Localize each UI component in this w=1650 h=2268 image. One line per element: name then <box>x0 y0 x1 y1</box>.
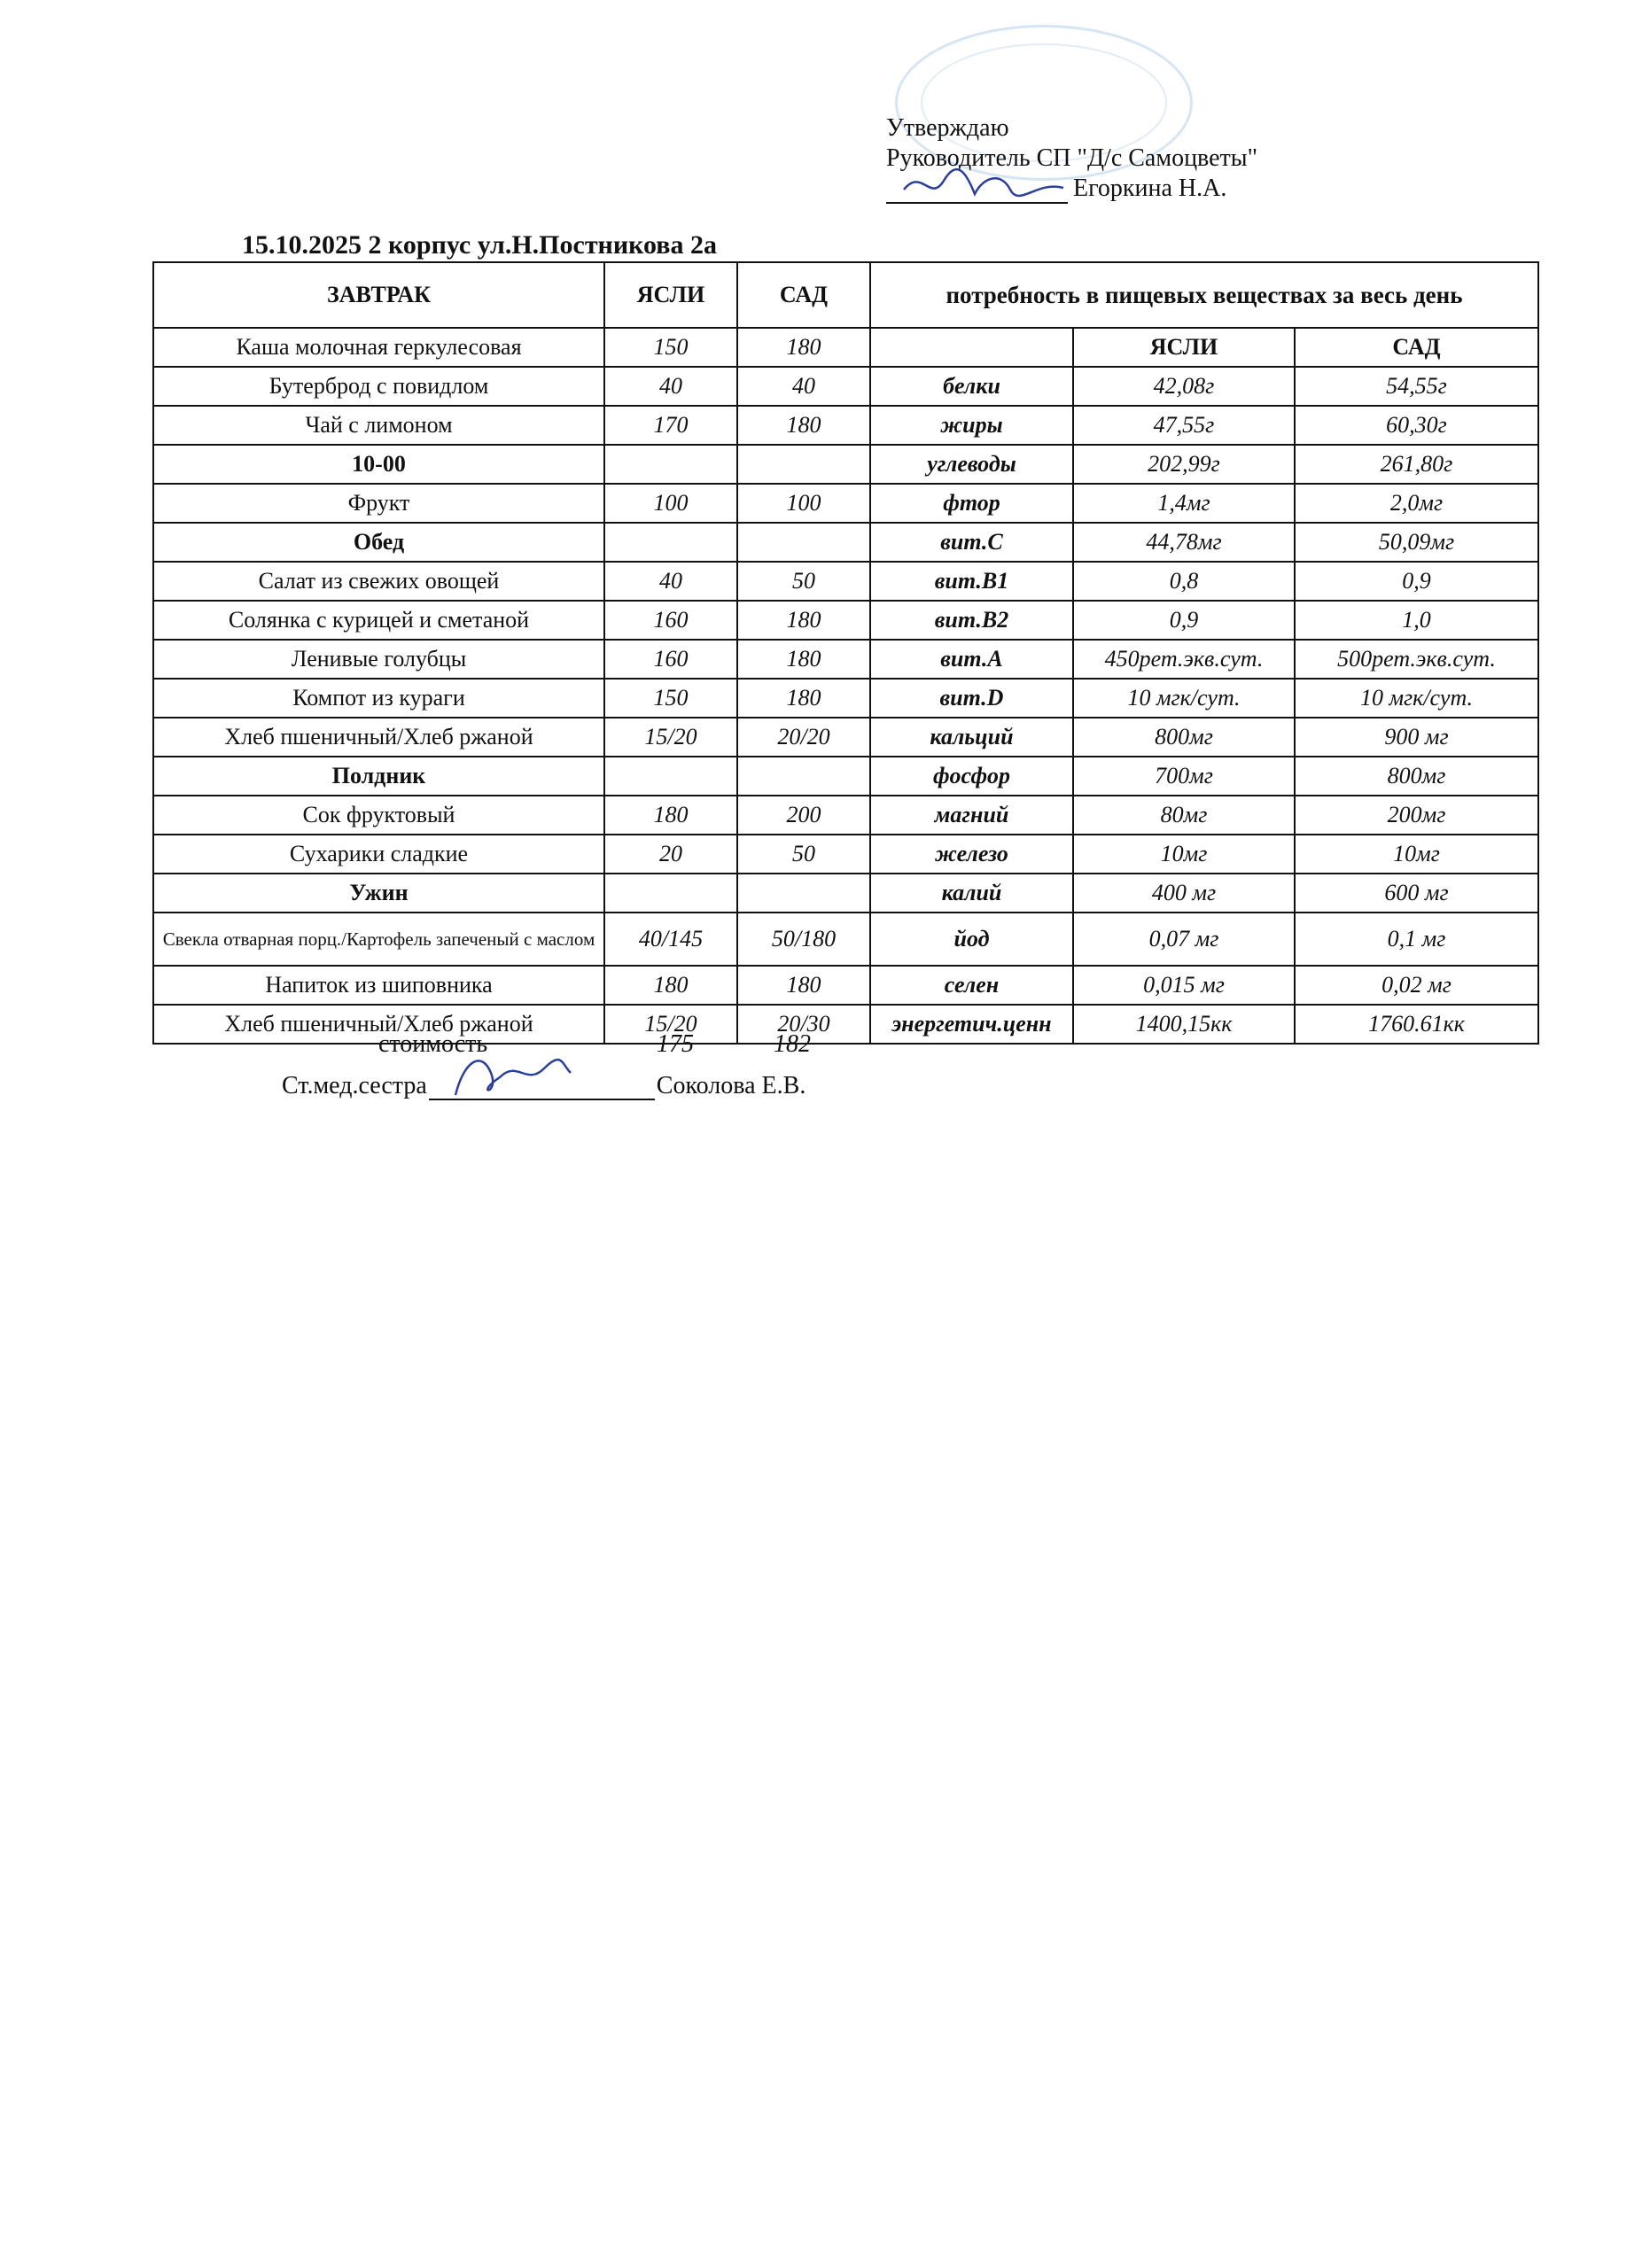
table-row <box>153 367 1538 406</box>
dish-name: Сок фруктовый <box>153 796 604 835</box>
nursery-portion: 150 <box>604 328 737 367</box>
dish-name: Свекла отварная порц./Картофель запеченый с маслом <box>153 913 604 966</box>
nurse-title: Ст.мед.сестра <box>282 1072 427 1099</box>
table-row <box>153 796 1538 835</box>
nurse-block <box>282 1072 806 1100</box>
header-nursery: ЯСЛИ <box>604 262 737 328</box>
meal-section-label: Полдник <box>153 757 604 796</box>
nursery-portion: 40 <box>604 367 737 406</box>
nutrient-name: селен <box>870 966 1073 1005</box>
nutrient-name: вит.В2 <box>870 601 1073 640</box>
garden-portion <box>737 445 870 484</box>
garden-portion: 40 <box>737 367 870 406</box>
garden-portion: 180 <box>737 328 870 367</box>
nutrient-garden-value: 800мг <box>1295 757 1538 796</box>
nutrient-garden-value: 600 мг <box>1295 874 1538 913</box>
table-row <box>153 679 1538 718</box>
garden-portion <box>737 874 870 913</box>
dish-name: Компот из кураги <box>153 679 604 718</box>
dish-name: Бутерброд с повидлом <box>153 367 604 406</box>
nursery-portion: 15/20 <box>604 1005 737 1044</box>
dish-name: Салат из свежих овощей <box>153 562 604 601</box>
nutrient-name: фосфор <box>870 757 1073 796</box>
table-row <box>153 562 1538 601</box>
nutrient-name: углеводы <box>870 445 1073 484</box>
nutrient-garden-value: 1760.61кк <box>1295 1005 1538 1044</box>
nutrient-name: фтор <box>870 484 1073 523</box>
garden-portion: 20/30 <box>737 1005 870 1044</box>
garden-portion: 180 <box>737 679 870 718</box>
director-signature-line <box>886 175 1068 204</box>
garden-portion: 50 <box>737 835 870 874</box>
nutrient-name: калий <box>870 874 1073 913</box>
page-title: 15.10.2025 2 корпус ул.Н.Постникова 2а <box>242 230 717 260</box>
garden-portion: 180 <box>737 406 870 445</box>
table-row <box>153 445 1538 484</box>
nutrient-garden-value: 2,0мг <box>1295 484 1538 523</box>
nursery-portion <box>604 757 737 796</box>
table-row <box>153 328 1538 367</box>
garden-portion: 200 <box>737 796 870 835</box>
nurse-signature <box>438 1042 580 1104</box>
nutrient-name: кальций <box>870 718 1073 757</box>
nutrient-nursery-value: ЯСЛИ <box>1073 328 1295 367</box>
dish-name: Хлеб пшеничный/Хлеб ржаной <box>153 1005 604 1044</box>
nutrient-nursery-value: 400 мг <box>1073 874 1295 913</box>
table-row <box>153 523 1538 562</box>
nutrient-garden-value: САД <box>1295 328 1538 367</box>
nursery-portion: 40/145 <box>604 913 737 966</box>
nutrient-garden-value: 54,55г <box>1295 367 1538 406</box>
nursery-portion: 150 <box>604 679 737 718</box>
garden-portion: 50/180 <box>737 913 870 966</box>
nutrient-nursery-value: 10 мгк/сут. <box>1073 679 1295 718</box>
dish-name: Напиток из шиповника <box>153 966 604 1005</box>
garden-portion: 180 <box>737 640 870 679</box>
cost-nursery: 175 <box>657 1030 694 1058</box>
table-row <box>153 874 1538 913</box>
nutrient-nursery-value: 202,99г <box>1073 445 1295 484</box>
nursery-portion <box>604 874 737 913</box>
approval-title: Утверждаю <box>886 114 1009 142</box>
dish-name: Чай с лимоном <box>153 406 604 445</box>
nutrient-name: вит.В1 <box>870 562 1073 601</box>
nursery-portion: 15/20 <box>604 718 737 757</box>
nutrient-garden-value: 10 мгк/сут. <box>1295 679 1538 718</box>
meal-section-label: Ужин <box>153 874 604 913</box>
menu-table <box>152 261 1539 1045</box>
nutrient-name: белки <box>870 367 1073 406</box>
table-body <box>153 328 1538 1044</box>
dish-name: Фрукт <box>153 484 604 523</box>
garden-portion: 50 <box>737 562 870 601</box>
dish-name: Сухарики сладкие <box>153 835 604 874</box>
nutrient-name <box>870 328 1073 367</box>
nutrient-garden-value: 60,30г <box>1295 406 1538 445</box>
nutrient-name: вит.А <box>870 640 1073 679</box>
nutrient-nursery-value: 0,015 мг <box>1073 966 1295 1005</box>
table-row <box>153 601 1538 640</box>
approval-position: Руководитель СП "Д/с Самоцветы" <box>886 144 1258 172</box>
table-row <box>153 406 1538 445</box>
nursery-portion: 170 <box>604 406 737 445</box>
director-signature <box>895 163 1072 207</box>
table-row <box>153 757 1538 796</box>
table-header-row <box>153 262 1538 328</box>
nutrient-garden-value: 0,9 <box>1295 562 1538 601</box>
dish-name: Солянка с курицей и сметаной <box>153 601 604 640</box>
meal-section-label: Обед <box>153 523 604 562</box>
dish-name: Хлеб пшеничный/Хлеб ржаной <box>153 718 604 757</box>
nutrient-garden-value: 0,02 мг <box>1295 966 1538 1005</box>
nutrient-nursery-value: 80мг <box>1073 796 1295 835</box>
nutrient-garden-value: 1,0 <box>1295 601 1538 640</box>
table-row <box>153 484 1538 523</box>
cost-garden: 182 <box>774 1030 811 1058</box>
nutrient-name: вит.С <box>870 523 1073 562</box>
table-row <box>153 913 1538 966</box>
nurse-signature-line <box>429 1072 655 1100</box>
table-row <box>153 640 1538 679</box>
nutrient-garden-value: 261,80г <box>1295 445 1538 484</box>
header-garden: САД <box>737 262 870 328</box>
nutrient-nursery-value: 42,08г <box>1073 367 1295 406</box>
nutrient-name: железо <box>870 835 1073 874</box>
nutrient-nursery-value: 10мг <box>1073 835 1295 874</box>
table-row <box>153 835 1538 874</box>
nutrient-nursery-value: 1,4мг <box>1073 484 1295 523</box>
nursery-portion: 160 <box>604 640 737 679</box>
nutrient-nursery-value: 0,9 <box>1073 601 1295 640</box>
header-meal: ЗАВТРАК <box>153 262 604 328</box>
nutrient-nursery-value: 0,8 <box>1073 562 1295 601</box>
table-row <box>153 966 1538 1005</box>
cost-label: стоимость <box>378 1030 488 1058</box>
nutrient-nursery-value: 700мг <box>1073 757 1295 796</box>
garden-portion: 180 <box>737 601 870 640</box>
garden-portion <box>737 757 870 796</box>
nutrient-name: йод <box>870 913 1073 966</box>
dish-name: Каша молочная геркулесовая <box>153 328 604 367</box>
nutrient-name: жиры <box>870 406 1073 445</box>
nutrient-nursery-value: 450рет.экв.сут. <box>1073 640 1295 679</box>
approval-block <box>886 113 1257 204</box>
garden-portion: 180 <box>737 966 870 1005</box>
nutrient-garden-value: 900 мг <box>1295 718 1538 757</box>
table-row <box>153 1005 1538 1044</box>
nutrient-nursery-value: 47,55г <box>1073 406 1295 445</box>
nutrient-name: энергетич.ценн <box>870 1005 1073 1044</box>
table-row <box>153 718 1538 757</box>
nutrient-name: магний <box>870 796 1073 835</box>
garden-portion <box>737 523 870 562</box>
nursery-portion: 180 <box>604 796 737 835</box>
nutrient-name: вит.D <box>870 679 1073 718</box>
nutrient-garden-value: 0,1 мг <box>1295 913 1538 966</box>
nutrient-nursery-value: 0,07 мг <box>1073 913 1295 966</box>
nutrient-garden-value: 50,09мг <box>1295 523 1538 562</box>
nursery-portion: 160 <box>604 601 737 640</box>
director-name: Егоркина Н.А. <box>1073 175 1227 202</box>
nurse-name: Соколова Е.В. <box>656 1072 806 1099</box>
nutrient-nursery-value: 44,78мг <box>1073 523 1295 562</box>
dish-name: Ленивые голубцы <box>153 640 604 679</box>
garden-portion: 100 <box>737 484 870 523</box>
nursery-portion <box>604 523 737 562</box>
nutrient-garden-value: 10мг <box>1295 835 1538 874</box>
header-need: потребность в пищевых веществах за весь день <box>870 262 1538 328</box>
nursery-portion: 20 <box>604 835 737 874</box>
nursery-portion: 180 <box>604 966 737 1005</box>
nutrient-nursery-value: 800мг <box>1073 718 1295 757</box>
nursery-portion: 40 <box>604 562 737 601</box>
nutrient-garden-value: 500рет.экв.сут. <box>1295 640 1538 679</box>
nursery-portion <box>604 445 737 484</box>
nutrient-garden-value: 200мг <box>1295 796 1538 835</box>
nursery-portion: 100 <box>604 484 737 523</box>
nutrient-nursery-value: 1400,15кк <box>1073 1005 1295 1044</box>
garden-portion: 20/20 <box>737 718 870 757</box>
meal-section-label: 10-00 <box>153 445 604 484</box>
